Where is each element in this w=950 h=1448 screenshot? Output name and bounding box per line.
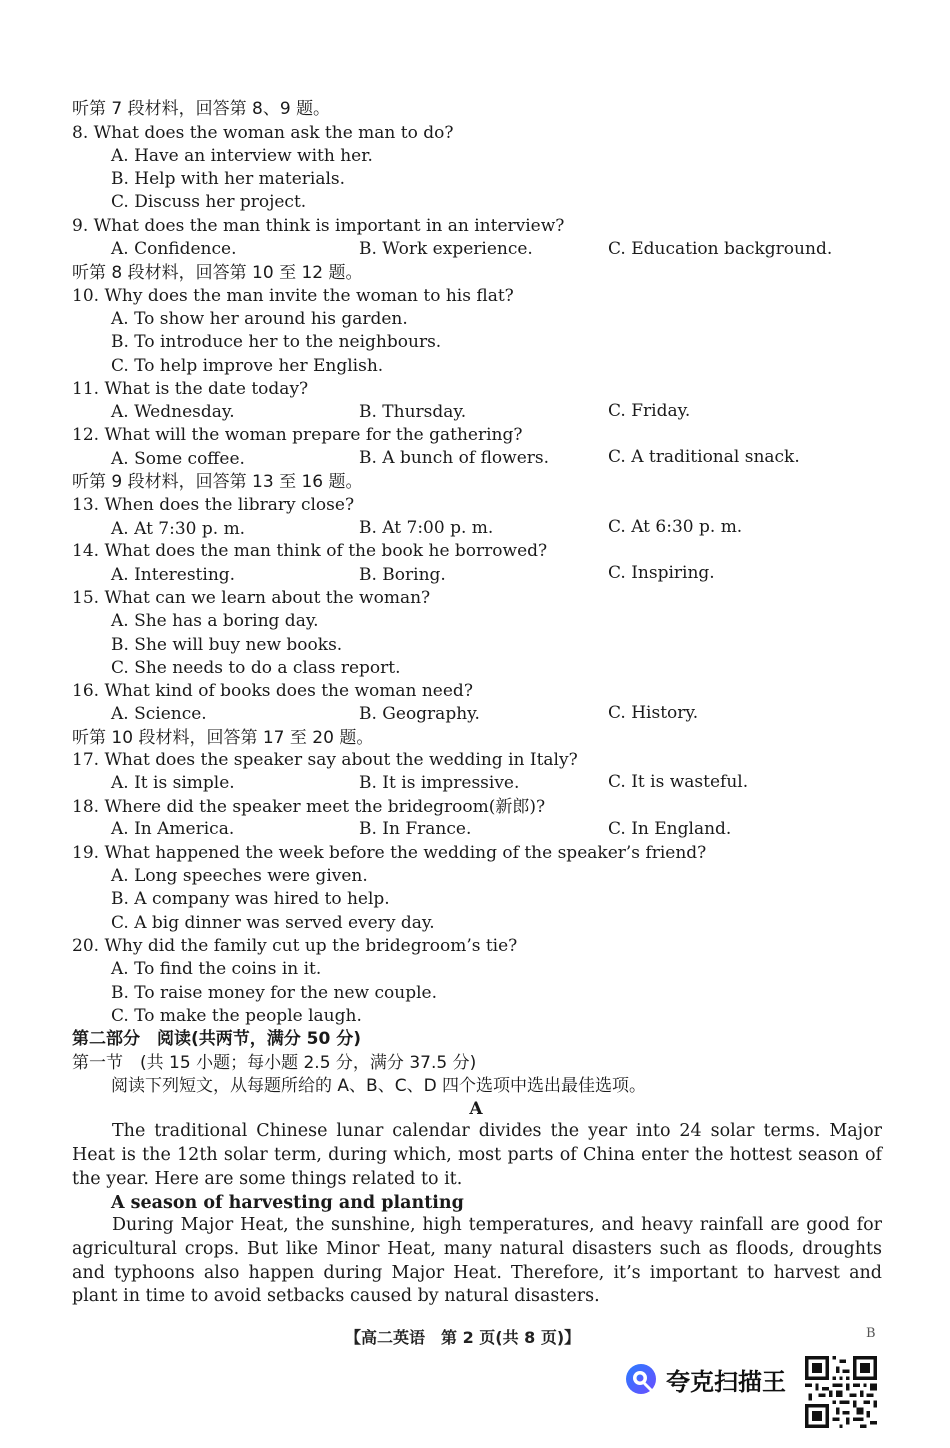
question-12-stem: 12. What will the woman prepare for the gathering? <box>72 425 523 445</box>
question-10-option-b: B. To introduce her to the neighbours. <box>111 332 442 352</box>
question-16-option-a: A. Science. <box>111 704 207 724</box>
question-11-stem: 11. What is the date today? <box>72 379 309 399</box>
passage-subheading: A season of harvesting and planting <box>111 1193 464 1213</box>
question-19-option-c: C. A big dinner was served every day. <box>111 913 435 933</box>
reading-instruction: 阅读下列短文，从每题所给的 A、B、C、D 四个选项中选出最佳选项。 <box>111 1076 647 1096</box>
question-20-option-a: A. To find the coins in it. <box>111 959 322 979</box>
question-15-stem: 15. What can we learn about the woman? <box>72 588 431 608</box>
question-17-option-b: B. It is impressive. <box>359 773 520 793</box>
question-14-stem: 14. What does the man think of the book he borrowed? <box>72 541 548 561</box>
listening-header-8: 听第 8 段材料，回答第 10 至 12 题。 <box>72 263 363 283</box>
question-16-stem: 16. What kind of books does the woman need? <box>72 681 473 701</box>
question-18-stem: 18. Where did the speaker meet the bridegroom(新郎)? <box>72 797 546 817</box>
passage-paragraph-2: During Major Heat, the sunshine, high temperatures, and heavy rainfall are good for agricultural crops. But like Minor Heat, many natural disasters such as floods, droughts and typhoons also happen during Major Heat. Therefore, it’s important to harvest and plant in time to avoid setbacks caused by natural disasters. <box>72 1215 882 1307</box>
question-17-stem: 17. What does the speaker say about the wedding in Italy? <box>72 750 578 770</box>
question-11-option-a: A. Wednesday. <box>111 402 235 422</box>
question-10-option-a: A. To show her around his garden. <box>111 309 408 329</box>
question-14-option-b: B. Boring. <box>359 565 446 585</box>
question-19-option-a: A. Long speeches were given. <box>111 866 368 886</box>
question-9-option-b: B. Work experience. <box>359 239 533 259</box>
question-12-option-c: C. A traditional snack. <box>608 447 800 467</box>
question-13-option-c: C. At 6:30 p. m. <box>608 517 743 537</box>
question-18-option-c: C. In England. <box>608 819 732 839</box>
question-14-option-c: C. Inspiring. <box>608 563 715 583</box>
question-13-stem: 13. When does the library close? <box>72 495 355 515</box>
question-8-option-a: A. Have an interview with her. <box>111 146 373 166</box>
question-20-stem: 20. Why did the family cut up the bridegroom’s tie? <box>72 936 518 956</box>
question-19-stem: 19. What happened the week before the wedding of the speaker’s friend? <box>72 843 707 863</box>
question-20-option-b: B. To raise money for the new couple. <box>111 983 437 1003</box>
question-20-option-c: C. To make the people laugh. <box>111 1006 362 1026</box>
question-9-stem: 9. What does the man think is important in an interview? <box>72 216 565 236</box>
question-15-option-a: A. She has a boring day. <box>111 611 319 631</box>
question-8-stem: 8. What does the woman ask the man to do? <box>72 123 454 143</box>
question-12-option-b: B. A bunch of flowers. <box>359 448 550 468</box>
quark-logo-icon <box>624 1362 658 1396</box>
question-8-option-c: C. Discuss her project. <box>111 192 307 212</box>
question-18-option-a: A. In America. <box>111 819 235 839</box>
question-17-option-c: C. It is wasteful. <box>608 772 749 792</box>
part-two-title: 第二部分 阅读(共两节，满分 50 分) <box>72 1029 362 1049</box>
passage-letter: A <box>469 1099 483 1119</box>
scanner-brand-text: 夸克扫描王 <box>666 1367 786 1396</box>
question-13-option-b: B. At 7:00 p. m. <box>359 518 494 538</box>
question-16-option-c: C. History. <box>608 703 699 723</box>
section-one-title: 第一节 (共 15 小题；每小题 2.5 分，满分 37.5 分) <box>72 1053 477 1073</box>
listening-header-7: 听第 7 段材料，回答第 8、9 题。 <box>72 99 331 119</box>
question-14-option-a: A. Interesting. <box>111 565 236 585</box>
listening-header-10: 听第 10 段材料，回答第 17 至 20 题。 <box>72 728 374 748</box>
qr-code-icon <box>805 1356 877 1428</box>
question-13-option-a: A. At 7:30 p. m. <box>111 519 246 539</box>
question-15-option-c: C. She needs to do a class report. <box>111 658 401 678</box>
question-17-option-a: A. It is simple. <box>111 773 235 793</box>
question-12-option-a: A. Some coffee. <box>111 449 245 469</box>
question-9-option-c: C. Education background. <box>608 239 833 259</box>
question-9-option-a: A. Confidence. <box>111 239 237 259</box>
question-10-option-c: C. To help improve her English. <box>111 356 384 376</box>
listening-header-9: 听第 9 段材料，回答第 13 至 16 题。 <box>72 472 363 492</box>
question-16-option-b: B. Geography. <box>359 704 480 724</box>
question-11-option-c: C. Friday. <box>608 401 691 421</box>
question-15-option-b: B. She will buy new books. <box>111 635 343 655</box>
question-11-option-b: B. Thursday. <box>359 402 467 422</box>
page-footer: 【高二英语 第 2 页(共 8 页)】 <box>345 1328 581 1347</box>
question-10-stem: 10. Why does the man invite the woman to his flat? <box>72 286 514 306</box>
question-19-option-b: B. A company was hired to help. <box>111 889 390 909</box>
question-8-option-b: B. Help with her materials. <box>111 169 346 189</box>
question-18-option-b: B. In France. <box>359 819 472 839</box>
page-mark: B <box>866 1326 876 1341</box>
passage-paragraph-1: The traditional Chinese lunar calendar divides the year into 24 solar terms. Major Heat is the 12th solar term, during which, most parts of China enter the hottest season of the year. Here are some things related to it. <box>72 1121 882 1189</box>
scanner-watermark <box>624 1356 786 1402</box>
